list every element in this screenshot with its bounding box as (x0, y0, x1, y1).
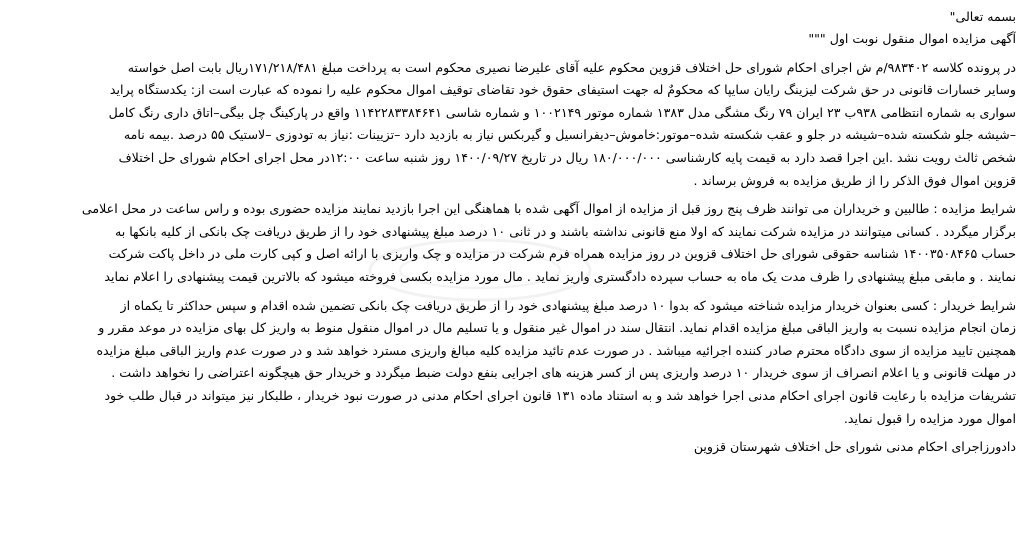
signature-line: دادورزاجرای احکام مدنی شورای حل اختلاف شهرستان قزوین (693, 439, 1016, 455)
paragraph-line: در مهلت قانونی و یا اعلام انصراف از سوی خریدار ۱۰ درصد واریزی پس از کسر هزینه های اجرایی بنفع دولت ضبط میگردد و خریدار حق هیچگونه اعتراضی را نخواهد داشت . (111, 365, 1016, 381)
paragraph-line: وسایر خسارات قانونی در حق شرکت لیزینگ رایان سایپا که محکومٌ له جهت استیفای حقوق خود تقاضای توقیف اموال محکوم علیه را نموده که عبارت است از: یکدستگاه پراید (109, 82, 1016, 98)
paragraph-line: نمایند . و مابقی مبلغ پیشنهادی را ظرف مدت یک ماه به حساب سپرده دادگستری واریز نماید . مال مورد مزایده بکسی فروخته میشود که بالاترین قیمت پیشنهادی را اعلام نماید (104, 268, 1016, 284)
paragraph-line: تشریفات مزایده با رعایت قانون اجرای احکام مدنی اجرا خواهد شد و به استناد ماده ۱۳۱ قانون اجرای احکام مدنی در صورت نبود خریدار ، طلبکار نیز میتواند در قبال طلب خود (104, 387, 1016, 403)
notice-title: آگهی مزایده اموال منقول نوبت اول """ (808, 31, 1016, 46)
paragraph-line: در پرونده کلاسه ۹۸۳۴۰۲/م ش اجرای احکام شورای حل اختلاف قزوین محکوم علیه آقای علیرضا نصیری محکوم است به پرداخت مبلغ ۱۷۱/۲۱۸/۴۸۱ریال بابت اصل خواسته (127, 59, 1016, 75)
paragraph-line: –شیشه جلو شکسته شده–شیشه در جلو و عقب شکسته شده–موتور:خاموش–دیفرانسیل و گیربکس نیاز به بازدید دارد –تزیینات :نیاز به تودوزی –لاستیک ۵۵ درصد .بیمه نامه (123, 127, 1016, 143)
buyer-conditions-paragraph (8, 295, 1016, 431)
paragraph-line: سواری به شماره انتظامی ۹۳۸ب ۲۳ ایران ۷۹ رنگ مشگی مدل ۱۳۸۳ شماره موتور ۱۰۰۲۱۴۹ و شماره شاسی ۱۱۴۲۲۸۳۳۸۴۶۴۱ واقع در پارکینگ چل بیگی–اتاق داری رنگ کامل (108, 104, 1016, 120)
paragraph-line: برگزار میگردد . کسانی میتوانند در مزایده شرکت نمایند که اولا منع قانونی نداشته باشند و در ثانی ۱۰ درصد مبلغ پیشنهادی خود را از طریق دریافت چک بانکی از کلیه بانکها به (114, 223, 1016, 239)
case-details-paragraph (8, 57, 1016, 193)
paragraph-line: حساب ۱۴۰۰۳۵۰۸۴۶۵ شناسه حقوقی شورای حل اختلاف قزوین در روز مزایده همراه فرم شرکت در مزایده و چک واریزی با ارائه اصل و کپی کارت ملی در داخل پاکت شرکت (108, 246, 1016, 262)
paragraph-line: قزوین اموال فوق الذکر را از طریق مزایده به فروش برساند . (693, 172, 1016, 188)
paragraph-line: شرایط مزایده : طالبین و خریداران می توانند ظرف پنج روز قبل از مزایده از اموال آگهی شده با هماهنگی این اجرا بازدید نمایند مزایده حضوری بوده و راس ساعت در محل اعلامی (81, 201, 1016, 217)
paragraph-line: همچنین تایید مزایده از سوی دادگاه محترم صادر کننده اجرائیه میباشد . در صورت عدم تائید مزایده کلیه مبالغ واریزی مسترد خواهد شد و در صورت عدم واریز الباقی مبلغ مزایده (96, 342, 1016, 358)
basmala-heading: بسمه تعالی" (949, 9, 1016, 24)
paragraph-line: شخص ثالث رویت نشد .این اجرا قصد دارد به قیمت پایه کارشناسی ۱۸۰/۰۰۰/۰۰۰ ریال در تاریخ ۱۴۰۰/۰۹/۲۷ روز شنبه ساعت ۱۲:۰۰در محل اجرای احکام شورای حل اختلاف (118, 149, 1016, 165)
auction-conditions-paragraph (8, 198, 1016, 288)
paragraph-line: زمان انجام مزایده نسبت به واریز الباقی مبلغ مزایده اقدام نماید. انتقال سند در اموال غیر منقول و یا تسلیم مال در اموال منقول منوط به واریز کل بهای مزایده در موعد مقرر و (98, 320, 1016, 336)
paragraph-line: شرایط خریدار : کسی بعنوان خریدار مزایده شناخته میشود که بدوا ۱۰ درصد مبلغ پیشنهادی خود را از طریق دریافت چک بانکی تضمین شده اقدام و سپس حداکثر تا یکماه از (120, 297, 1016, 313)
paragraph-line: اموال مورد مزایده را قبول نماید. (843, 410, 1016, 426)
